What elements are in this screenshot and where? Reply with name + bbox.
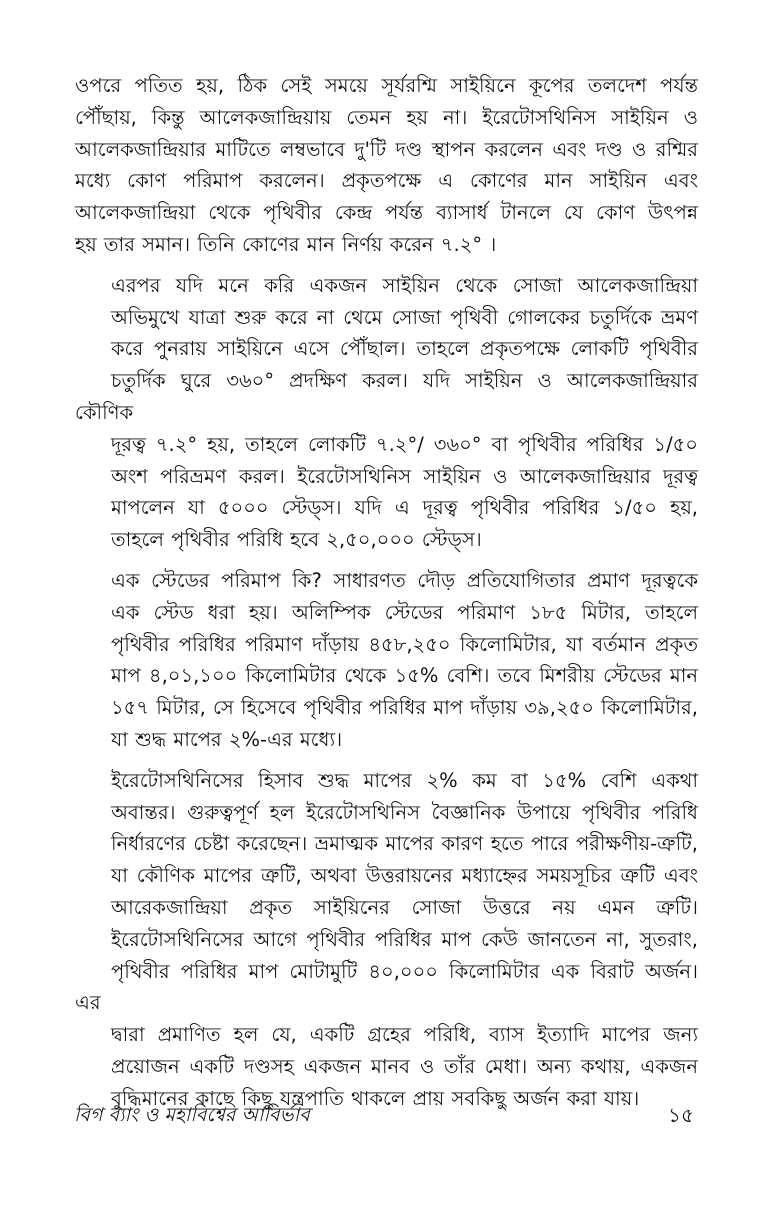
text-line: যা কৌণিক মাপের ত্রুটি, অথবা উত্তরায়নের মধ্যাহ্নের সময়সূচির ত্রুটি এবং: [111, 864, 698, 888]
text-line: দূরত্ব ৭.২° হয়, তাহলে লোকটি ৭.২°/ ৩৬০° বা পৃথিবীর পরিধির ১/৫০: [111, 432, 698, 456]
page-body: [75, 70, 698, 1115]
text-line: পৃথিবীর পরিধির মাপ মোটামুটি ৪০,০০০ কিলোমিটার এক বিরাট অর্জন। এর: [75, 959, 698, 1015]
text-line: হয় তার সমান। তিনি কোণের মান নির্ণয় করেন ৭.২° ।: [75, 232, 497, 256]
text-line: ওপরে পতিত হয়, ঠিক সেই সময়ে সূর্যরশ্মি সাইয়িনে কূপের তলদেশ পর্যন্ত: [75, 74, 698, 97]
text-line: চতুর্দিক ঘুরে ৩৬০° প্রদক্ষিণ করল। যদি সাইয়িন ও আলেকজান্দ্রিয়ার কৌণিক: [75, 369, 698, 424]
page-footer: [74, 1095, 694, 1135]
text-line: ইরেটোসথিনিসের আগে পৃথিবীর পরিধির মাপ কেউ জানতেন না, সুতরাং,: [111, 927, 698, 951]
text-line: এক স্টেড ধরা হয়। অলিম্পিক স্টেডের পরিমাণ ১৮৫ মিটার, তাহলে: [111, 600, 698, 624]
text-line: ১৫৭ মিটার, সে হিসেবে পৃথিবীর পরিধির মাপ দাঁড়ায় ৩৯,২৫০ কিলোমিটার,: [111, 696, 698, 720]
text-line: মধ্যে কোণ পরিমাপ করলেন। প্রকৃতপক্ষে এ কোণের মান সাইয়িন এবং: [75, 169, 698, 193]
text-line: মাপ ৪,০১,১০০ কিলোমিটার থেকে ১৫% বেশি। তবে মিশরীয় স্টেডের মান: [111, 664, 698, 688]
text-line: অবান্তর। গুরুত্বপূর্ণ হল ইরেটোসথিনিস বৈজ্ঞানিক উপায়ে পৃথিবীর পরিধি: [111, 800, 698, 824]
text-line: নির্ধারণের চেষ্টা করেছেন। ভ্রমাত্মক মাপের কারণ হতে পারে পরীক্ষণীয়-ত্রুটি,: [111, 832, 698, 856]
paragraph: [75, 765, 698, 1115]
paragraph: [75, 565, 698, 756]
text-line: পৌঁছায়, কিন্তু আলেকজান্দ্রিয়ায় তেমন হয় না। ইরেটোসথিনিস সাইয়িন ও: [75, 105, 698, 129]
text-line: তাহলে পৃথিবীর পরিধি হবে ২,৫০,০০০ স্টেড্‌স।: [111, 528, 482, 552]
text-line: মাপলেন যা ৫০০০ স্টেড্‌স। যদি এ দূরত্ব পৃথিবীর পরিধির ১/৫০ হয়,: [111, 496, 698, 520]
text-line: অভিমুখে যাত্রা শুরু করে না থেমে সোজা পৃথিবী গোলকের চতুর্দিকে ভ্রমণ: [111, 305, 698, 329]
text-line: প্রয়োজন একটি দণ্ডসহ একজন মানব ও তাঁর মেধা। অন্য কথায়, একজন: [111, 1054, 698, 1078]
text-line: যা শুদ্ধ মাপের ২%-এর মধ্যে।: [111, 727, 343, 751]
text-line: আরেকজান্দ্রিয়া প্রকৃত সাইয়িনের সোজা উত্তরে নয় এমন ত্রুটি।: [111, 895, 698, 919]
text-line: আলেকজান্দ্রিয়ার মাটিতে লম্বভাবে দু'টি দণ্ড স্থাপন করলেন এবং দণ্ড ও রশ্মির: [75, 137, 698, 161]
paragraph: [75, 70, 698, 261]
running-title: বিগ ব্যাং ও মহাবিশ্বের আবির্ভাব: [74, 1104, 310, 1126]
text-line: এরপর যদি মনে করি একজন সাইয়িন থেকে সোজা আলেকজান্দ্রিয়া: [111, 273, 698, 297]
text-line: করে পুনরায় সাইয়িনে এসে পৌঁছাল। তাহলে প্রকৃতপক্ষে লোকটি পৃথিবীর: [111, 337, 698, 361]
text-line: এক স্টেডের পরিমাপ কি? সাধারণত দৌড় প্রতিযোগিতার প্রমাণ দূরত্বকে: [111, 568, 698, 592]
text-line: অংশ পরিভ্রমণ করল। ইরেটোসথিনিস সাইয়িন ও আলেকজান্দ্রিয়ার দূরত্ব: [111, 464, 698, 488]
paragraph: [75, 270, 698, 556]
text-line: দ্বারা প্রমাণিত হল যে, একটি গ্রহের পরিধি, ব্যাস ইত্যাদি মাপের জন্য: [111, 1023, 698, 1047]
text-line: আলেকজান্দ্রিয়া থেকে পৃথিবীর কেন্দ্র পর্যন্ত ব্যাসার্ধ টানলে যে কোণ উৎপন্ন: [75, 201, 698, 225]
text-line: পৃথিবীর পরিধির পরিমাণ দাঁড়ায় ৪৫৮,২৫০ কিলোমিটার, যা বর্তমান প্রকৃত: [111, 632, 698, 656]
text-line: ইরেটোসথিনিসের হিসাব শুদ্ধ মাপের ২% কম বা ১৫% বেশি একথা: [111, 768, 698, 792]
text-line: বুদ্ধিমানের কাছে কিছু যন্ত্রপাতি থাকলে প্রায় সবকিছু অর্জন করা যায়।: [111, 1086, 640, 1110]
page-number: ১৫: [668, 1103, 694, 1127]
